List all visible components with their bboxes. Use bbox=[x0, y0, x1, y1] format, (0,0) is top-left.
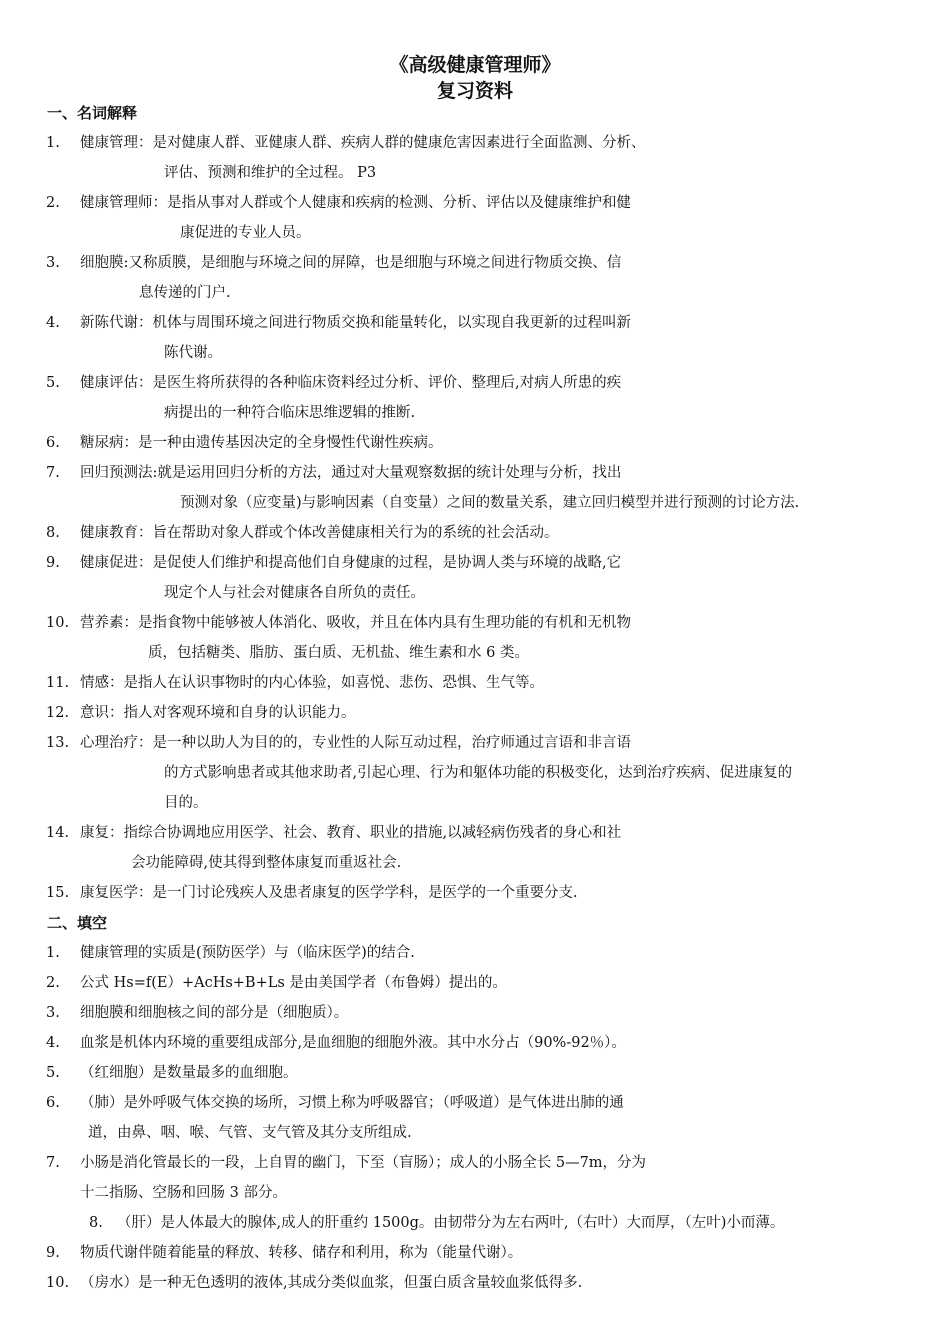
item-text: 营养素：是指食物中能够被人体消化、吸收，并且在体内具有生理功能的有机和无机物 bbox=[80, 615, 631, 631]
item-text-continuation: 息传递的门户. bbox=[139, 285, 231, 301]
item-number: 3. bbox=[46, 255, 60, 271]
item-text: 情感：是指人在认识事物时的内心体验，如喜悦、悲伤、恐惧、生气等。 bbox=[80, 675, 544, 691]
item-number: 10. bbox=[46, 615, 70, 631]
item-number: 15. bbox=[46, 885, 70, 901]
item-text: 细胞膜和细胞核之间的部分是（细胞质）。 bbox=[80, 1005, 349, 1021]
item-text: （肺）是外呼吸气体交换的场所，习惯上称为呼吸器官；（呼吸道）是气体进出肺的通 bbox=[80, 1095, 624, 1111]
item-text-continuation: 质，包括糖类、脂肪、蛋白质、无机盐、维生素和水 6 类。 bbox=[148, 645, 529, 661]
item-number: 3. bbox=[46, 1005, 60, 1021]
item-text: 健康管理：是对健康人群、亚健康人群、疾病人群的健康危害因素进行全面监测、分析、 bbox=[80, 135, 646, 151]
item-text: 健康促进：是促使人们维护和提高他们自身健康的过程，是协调人类与环境的战略,它 bbox=[80, 555, 622, 571]
item-text-continuation: 的方式影响患者或其他求助者,引起心理、行为和躯体功能的积极变化，达到治疗疾病、促进康复的 bbox=[164, 765, 793, 781]
item-number: 4. bbox=[46, 315, 60, 331]
item-text: 健康管理师：是指从事对人群或个人健康和疾病的检测、分析、评估以及健康维护和健 bbox=[80, 195, 631, 211]
item-text: 健康管理的实质是(预防医学）与（临床医学)的结合. bbox=[80, 945, 415, 961]
section-heading: 二、填空 bbox=[47, 914, 108, 932]
item-text: 新陈代谢：机体与周围环境之间进行物质交换和能量转化，以实现自我更新的过程叫新 bbox=[80, 315, 631, 331]
item-number: 10. bbox=[46, 1275, 70, 1291]
item-number: 5. bbox=[46, 375, 60, 391]
item-text: 糖尿病：是一种由遗传基因决定的全身慢性代谢性疾病。 bbox=[80, 435, 443, 451]
item-text: （红细胞）是数量最多的血细胞。 bbox=[80, 1065, 298, 1081]
item-number: 4. bbox=[46, 1035, 60, 1051]
item-text-continuation: 评估、预测和维护的全过程。 P3 bbox=[164, 165, 377, 181]
item-text: 血浆是机体内环境的重要组成部分,是血细胞的细胞外液。其中水分占（90%-92％）。 bbox=[80, 1035, 626, 1051]
item-text-continuation: 预测对象（应变量)与影响因素（自变量）之间的数量关系，建立回归模型并进行预测的讨论方法. bbox=[180, 495, 800, 511]
item-number: 12. bbox=[46, 705, 70, 721]
item-text: 细胞膜:又称质膜，是细胞与环境之间的屏障，也是细胞与环境之间进行物质交换、信 bbox=[80, 255, 622, 271]
item-text: 意识：指人对客观环境和自身的认识能力。 bbox=[80, 705, 356, 721]
item-number: 8. bbox=[46, 525, 60, 541]
item-number: 5. bbox=[46, 1065, 60, 1081]
item-text: 健康评估：是医生将所获得的各种临床资料经过分析、评价、整理后,对病人所患的疾 bbox=[80, 375, 622, 391]
item-text-continuation: 陈代谢。 bbox=[164, 345, 222, 361]
item-number: 6. bbox=[46, 1095, 60, 1111]
item-number: 7. bbox=[46, 1155, 60, 1171]
item-number: 2. bbox=[46, 975, 60, 991]
item-number: 13. bbox=[46, 735, 70, 751]
item-number: 1. bbox=[46, 945, 60, 961]
item-number: 2. bbox=[46, 195, 60, 211]
item-number: 7. bbox=[46, 465, 60, 481]
item-number: 9. bbox=[46, 555, 60, 571]
item-text-continuation: 现定个人与社会对健康各自所负的责任。 bbox=[164, 585, 425, 601]
item-number: 1. bbox=[46, 135, 60, 151]
item-number: 8. bbox=[89, 1215, 103, 1231]
item-text-continuation: 康促进的专业人员。 bbox=[180, 225, 311, 241]
section-heading: 一、名词解释 bbox=[47, 104, 138, 122]
item-number: 11. bbox=[46, 675, 70, 691]
document-title: 《高级健康管理师》 bbox=[389, 54, 561, 76]
item-text: 康复医学：是一门讨论残疾人及患者康复的医学学科，是医学的一个重要分支. bbox=[80, 885, 578, 901]
item-text: 健康教育：旨在帮助对象人群或个体改善健康相关行为的系统的社会活动。 bbox=[80, 525, 559, 541]
item-text: （肝）是人体最大的腺体,成人的肝重约 1500g。由韧带分为左右两叶,（右叶）大而厚，（左叶)小而薄。 bbox=[117, 1215, 785, 1231]
item-text: （房水）是一种无色透明的液体,其成分类似血浆，但蛋白质含量较血浆低得多. bbox=[80, 1275, 583, 1291]
item-text-continuation: 病提出的一种符合临床思维逻辑的推断. bbox=[164, 405, 416, 421]
item-number: 6. bbox=[46, 435, 60, 451]
item-text: 心理治疗：是一种以助人为目的的，专业性的人际互动过程，治疗师通过言语和非言语 bbox=[80, 735, 631, 751]
item-text-continuation: 十二指肠、空肠和回肠 3 部分。 bbox=[80, 1185, 287, 1201]
item-number: 9. bbox=[46, 1245, 60, 1261]
item-text: 小肠是消化管最长的一段，上自胃的幽门，下至（盲肠）；成人的小肠全长 5—7m，分为 bbox=[80, 1155, 647, 1171]
item-text: 回归预测法:就是运用回归分析的方法，通过对大量观察数据的统计处理与分析，找出 bbox=[80, 465, 622, 481]
item-text: 公式 Hs=f(E）+AcHs+B+Ls 是由美国学者（布鲁姆）提出的。 bbox=[80, 975, 507, 991]
item-text-continuation: 会功能障碍,使其得到整体康复而重返社会. bbox=[131, 855, 402, 871]
item-text-continuation: 目的。 bbox=[164, 795, 208, 811]
item-number: 14. bbox=[46, 825, 70, 841]
item-text-continuation: 道，由鼻、咽、喉、气管、支气管及其分支所组成. bbox=[88, 1125, 412, 1141]
document-subtitle: 复习资料 bbox=[436, 80, 513, 102]
item-text: 康复：指综合协调地应用医学、社会、教育、职业的措施,以减轻病伤残者的身心和社 bbox=[80, 825, 622, 841]
item-text: 物质代谢伴随着能量的释放、转移、储存和利用，称为（能量代谢）。 bbox=[80, 1245, 523, 1261]
